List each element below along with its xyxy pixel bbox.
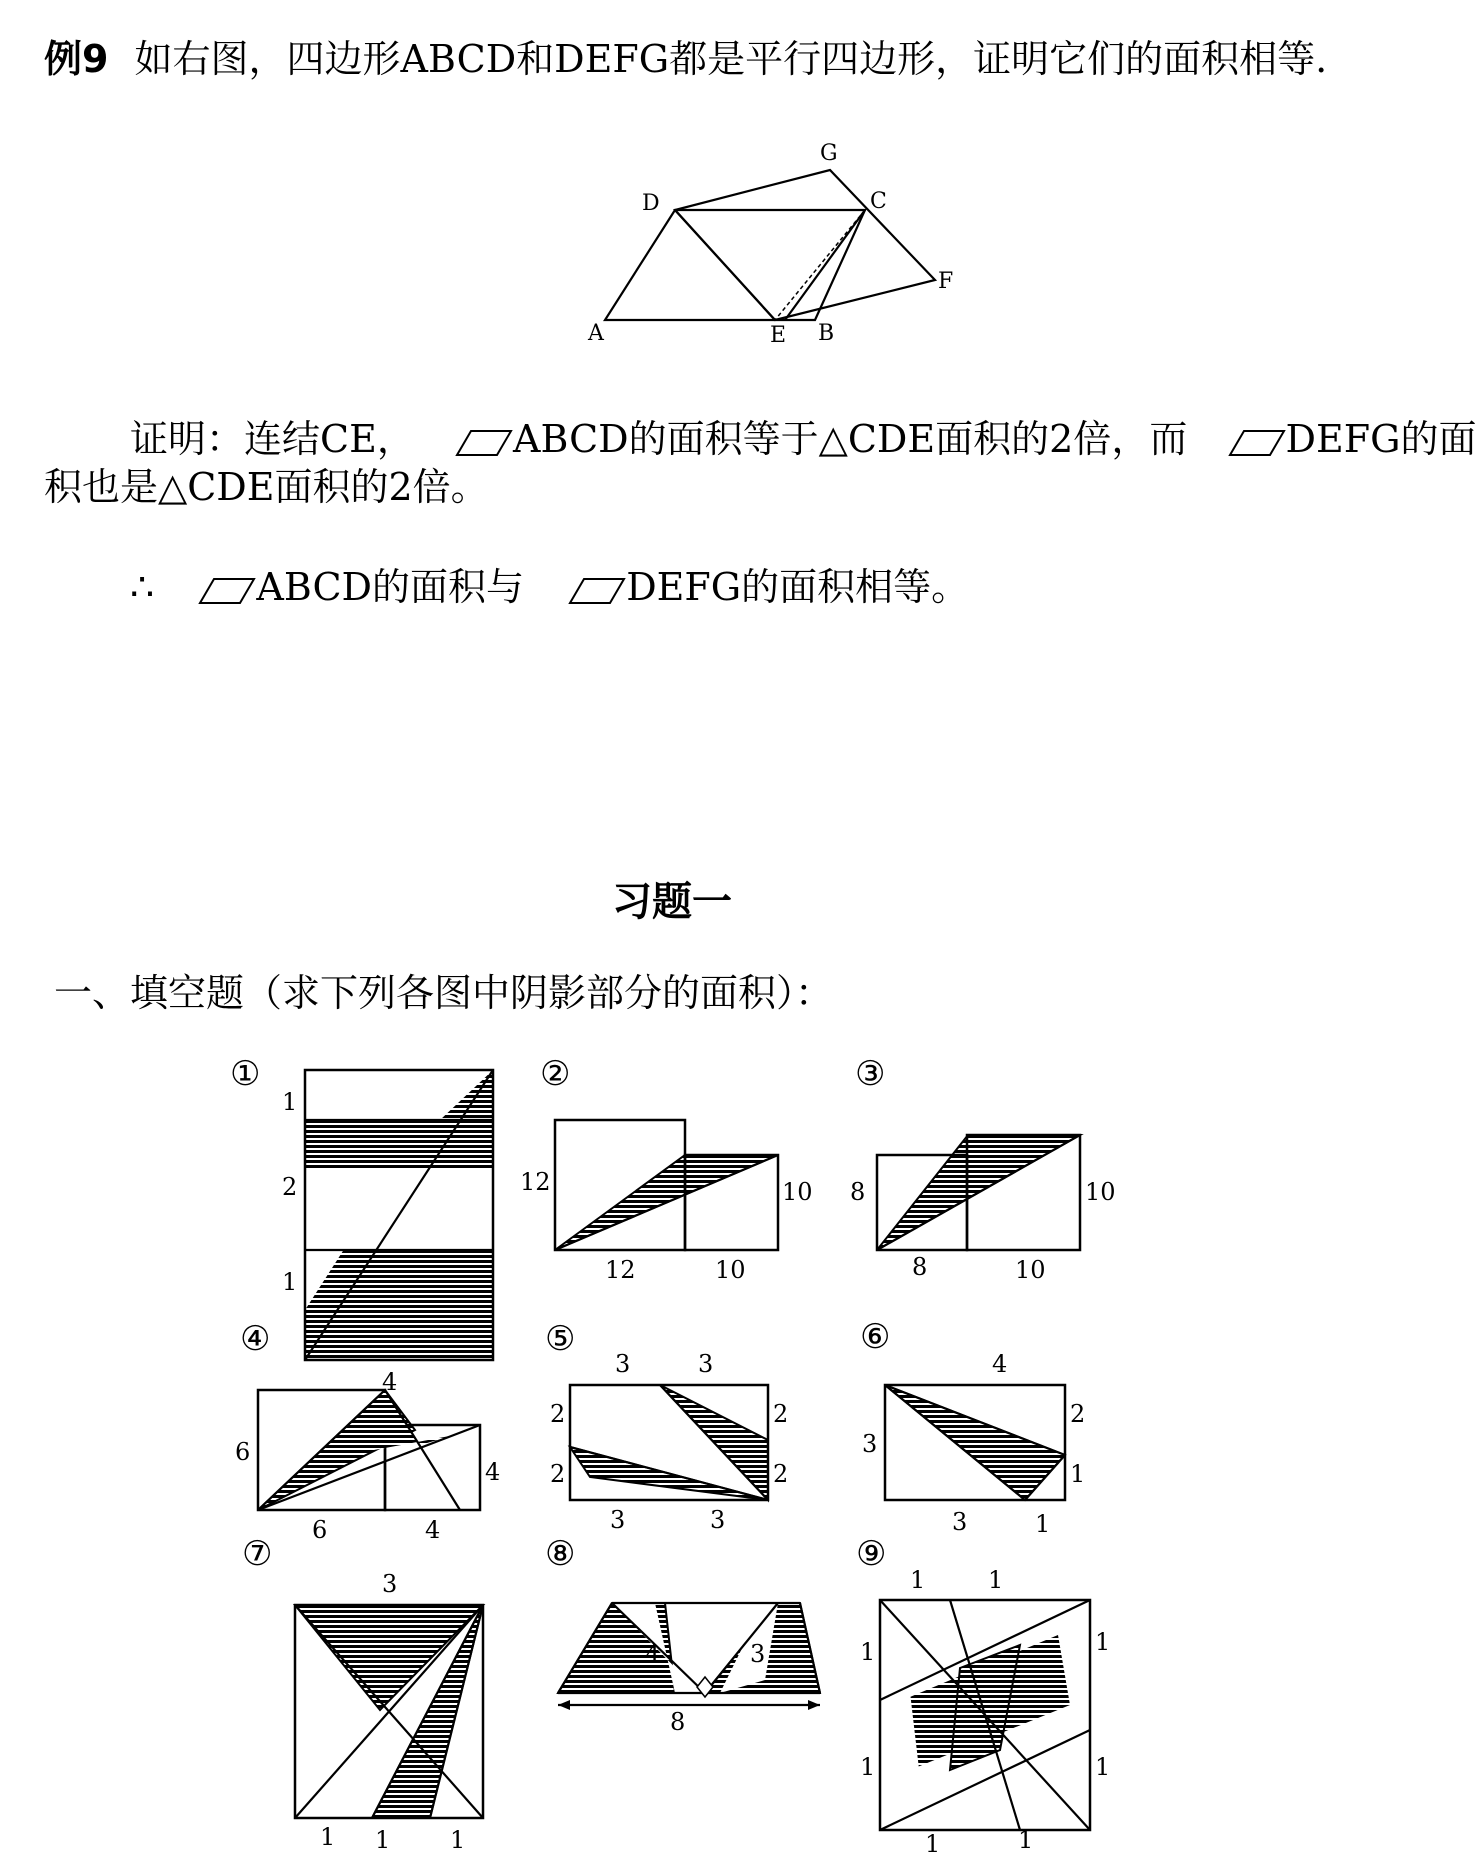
svg-text:2: 2	[1070, 1400, 1086, 1428]
svg-text:1: 1	[925, 1830, 941, 1858]
proof-line-1	[130, 408, 1476, 463]
svg-text:2: 2	[550, 1460, 566, 1488]
point-c: C	[870, 189, 887, 214]
svg-text:4: 4	[992, 1350, 1008, 1378]
point-b: B	[818, 321, 835, 346]
parallelogram-icon	[568, 576, 626, 606]
svg-text:1: 1	[1018, 1826, 1034, 1854]
point-g: G	[820, 141, 838, 166]
svg-text:2: 2	[773, 1460, 789, 1488]
proof-p1a: 证明：连结CE，	[130, 417, 415, 461]
svg-text:1: 1	[910, 1566, 926, 1594]
svg-text:⑦: ⑦	[242, 1534, 273, 1574]
svg-text:1: 1	[282, 1268, 298, 1296]
svg-text:⑨: ⑨	[856, 1534, 887, 1574]
svg-text:3: 3	[698, 1350, 714, 1378]
parallelogram-defg	[675, 170, 935, 320]
svg-text:1: 1	[988, 1566, 1004, 1594]
proof-conclusion	[130, 556, 969, 611]
point-d: D	[642, 191, 660, 216]
segment-ce2	[785, 210, 865, 320]
svg-text:10: 10	[715, 1256, 746, 1284]
therefore-symbol: ∴	[130, 565, 155, 609]
svg-text:4: 4	[485, 1458, 501, 1486]
parallelogram-icon	[198, 576, 256, 606]
svg-text:4: 4	[425, 1516, 441, 1544]
proof-p1b: ABCD的面积等于△CDE面积的2倍，而	[513, 417, 1188, 461]
figure-5	[545, 1319, 788, 1534]
svg-text:1: 1	[282, 1088, 298, 1116]
proof-ca: ABCD的面积与	[256, 565, 524, 609]
svg-text:3: 3	[382, 1570, 398, 1598]
point-a: A	[588, 321, 604, 346]
segment-de	[675, 210, 775, 320]
svg-text:8: 8	[912, 1253, 928, 1281]
svg-text:8: 8	[670, 1708, 686, 1736]
segment-ce	[775, 210, 865, 320]
svg-text:4: 4	[645, 1640, 661, 1668]
figure-3	[850, 1054, 1116, 1284]
figure-9	[856, 1534, 1110, 1858]
svg-text:1: 1	[1095, 1628, 1111, 1656]
exercise-title: 习题一	[612, 879, 732, 925]
svg-text:3: 3	[862, 1430, 878, 1458]
svg-text:10: 10	[1015, 1256, 1046, 1284]
svg-text:②: ②	[540, 1054, 571, 1094]
svg-text:1: 1	[320, 1823, 336, 1851]
exercise-section: 一、填空题（求下列各图中阴影部分的面积）：	[54, 971, 834, 1015]
svg-text:2: 2	[550, 1400, 566, 1428]
svg-text:10: 10	[782, 1178, 813, 1206]
svg-text:1: 1	[375, 1826, 391, 1854]
svg-text:1: 1	[860, 1638, 876, 1666]
parallelogram-icon	[1228, 428, 1286, 458]
example-statement: 如右图，四边形ABCD和DEFG都是平行四边形，证明它们的面积相等.	[134, 37, 1328, 81]
svg-text:4: 4	[382, 1368, 398, 1396]
svg-text:6: 6	[312, 1516, 328, 1544]
svg-text:2: 2	[282, 1173, 298, 1201]
example-label: 例9	[44, 37, 109, 81]
svg-text:⑤: ⑤	[545, 1319, 576, 1359]
svg-text:3: 3	[750, 1640, 766, 1668]
svg-text:1: 1	[1035, 1510, 1051, 1538]
svg-text:8: 8	[850, 1178, 866, 1206]
svg-text:10: 10	[1085, 1178, 1116, 1206]
parallelogram-figure	[580, 130, 980, 350]
figure-7	[242, 1534, 483, 1854]
parallelogram-icon	[455, 428, 513, 458]
exercise-figures	[220, 1050, 1170, 1860]
svg-text:12: 12	[520, 1168, 551, 1196]
svg-text:⑧: ⑧	[545, 1534, 576, 1574]
figure-8	[545, 1534, 820, 1736]
proof-p1c: DEFG的面	[1285, 417, 1476, 461]
svg-text:3: 3	[952, 1508, 968, 1536]
figure-2	[520, 1054, 813, 1284]
svg-text:1: 1	[1095, 1753, 1111, 1781]
svg-text:⑥: ⑥	[860, 1317, 891, 1357]
svg-text:③: ③	[855, 1054, 886, 1094]
svg-text:①: ①	[230, 1054, 261, 1094]
svg-text:④: ④	[240, 1319, 271, 1359]
svg-text:2: 2	[773, 1400, 789, 1428]
svg-text:1: 1	[450, 1826, 466, 1854]
svg-text:12: 12	[605, 1256, 636, 1284]
proof-cb: DEFG的面积相等。	[626, 565, 970, 609]
point-f: F	[938, 269, 954, 294]
svg-text:3: 3	[615, 1350, 631, 1378]
svg-text:3: 3	[710, 1506, 726, 1534]
example-heading	[44, 28, 1327, 83]
point-e: E	[770, 323, 787, 348]
proof-line-2: 积也是△CDE面积的2倍。	[44, 465, 489, 509]
svg-text:1: 1	[860, 1753, 876, 1781]
svg-text:6: 6	[235, 1438, 251, 1466]
svg-text:3: 3	[610, 1506, 626, 1534]
figure-6	[860, 1317, 1085, 1538]
svg-text:1: 1	[1070, 1460, 1086, 1488]
